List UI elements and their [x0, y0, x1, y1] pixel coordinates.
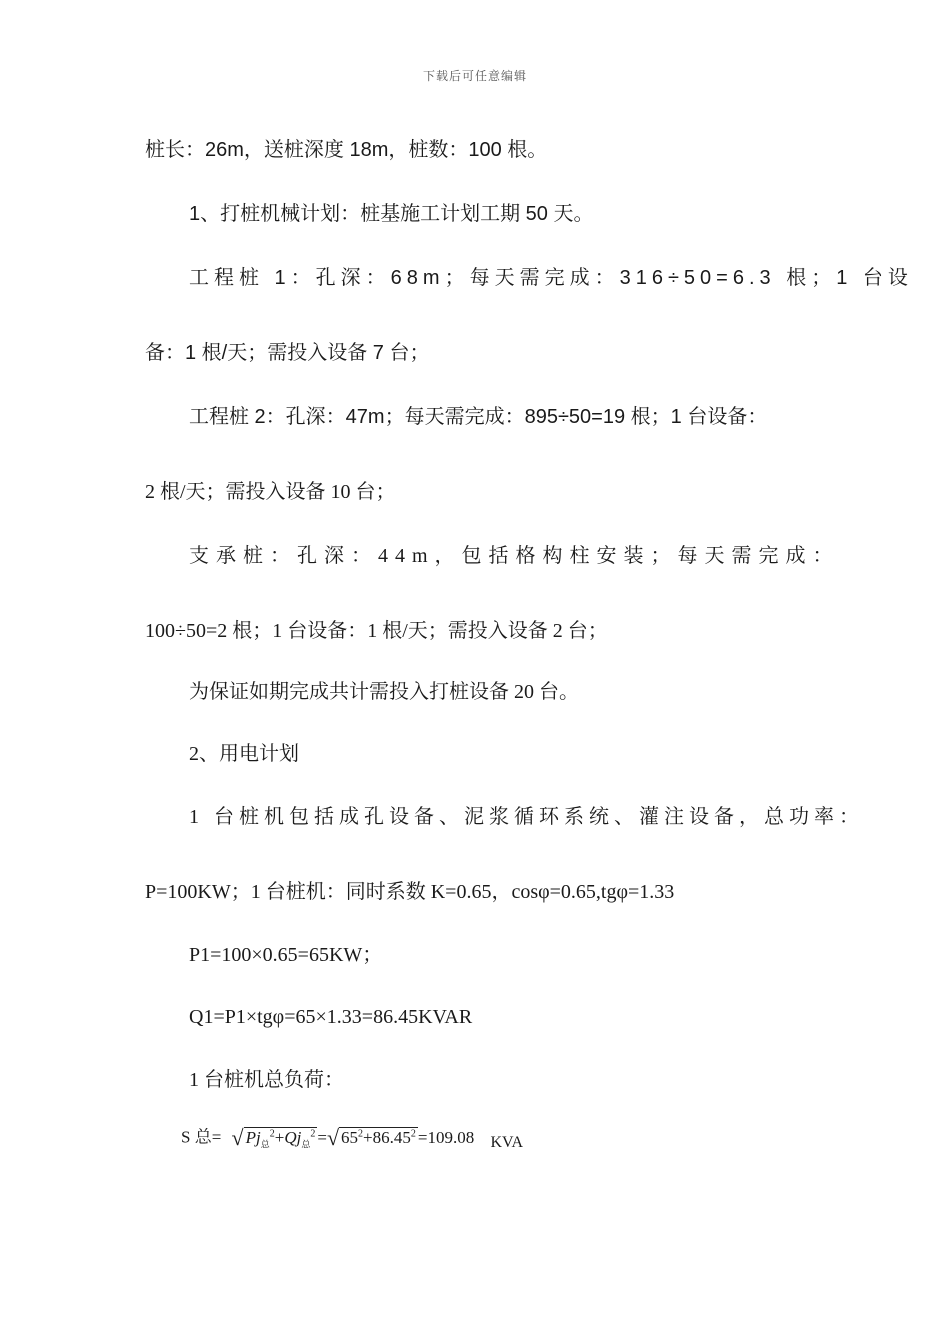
- value-86-45: 86.45: [372, 1127, 411, 1147]
- pj-sub: 总: [260, 1139, 270, 1150]
- paragraph-support-pile: 支承桩：孔深：44m，包括格构柱安装；每天需完成：: [189, 545, 840, 567]
- formula-expression: [231, 1124, 479, 1150]
- formula-row: [181, 1120, 523, 1158]
- paragraph-pile-2-cont: 2 根/天；需投入设备 10 台；: [145, 481, 396, 503]
- pj-symbol: Pj: [245, 1127, 261, 1147]
- formula-unit: KVA: [490, 1133, 524, 1151]
- paragraph-coefficients: P=100KW；1 台桩机：同时系数 K=0.65，cosφ=0.65,tgφ=1.33: [145, 881, 675, 903]
- paragraph-power-plan: 2、用电计划: [189, 743, 299, 765]
- sqrt-right: √ $65^2+86.45^2$: [326, 1124, 416, 1150]
- paragraph-total-load: 1 台桩机总负荷：: [189, 1069, 344, 1091]
- paragraph-pile-2: 工程桩 2：孔深：47m；每天需完成：895÷50=19 根；1 台设备：: [189, 406, 768, 428]
- equals-sign: =: [317, 1127, 327, 1147]
- pj-exp: 2: [269, 1128, 275, 1139]
- paragraph-p1: P1=100×0.65=65KW；: [189, 944, 383, 966]
- formula-result: =109.08: [417, 1127, 475, 1147]
- paragraph-total-equipment: 为保证如期完成共计需投入打桩设备 20 台。: [189, 681, 579, 703]
- qj-exp: 2: [310, 1128, 316, 1139]
- paragraph-total-power: 1 台桩机包括成孔设备、泥浆循环系统、灌注设备，总功率：: [189, 806, 864, 828]
- value-65: 65: [341, 1127, 359, 1147]
- page-header: 下载后可任意编辑: [422, 69, 527, 83]
- paragraph-support-pile-cont: 100÷50=2 根；1 台设备：1 根/天；需投入设备 2 台；: [145, 620, 608, 642]
- paragraph-pile-info: 桩长：26m，送桩深度 18m，桩数：100 根。: [145, 139, 548, 161]
- plus-1: +: [274, 1127, 285, 1147]
- formula-label: S 总=: [181, 1127, 222, 1147]
- paragraph-q1: Q1=P1×tgφ=65×1.33=86.45KVAR: [189, 1006, 473, 1028]
- sqrt-left: √ $Pj_总^2+Qj_总^2$: [231, 1124, 316, 1150]
- paragraph-piling-plan: 1、打桩机械计划：桩基施工计划工期 50 天。: [189, 203, 594, 225]
- paragraph-pile-1: 工程桩 1：孔深：68m；每天需完成：316÷50=6.3 根；1 台设: [189, 267, 913, 289]
- a-exp: 2: [358, 1128, 364, 1139]
- b-exp: 2: [410, 1128, 416, 1139]
- qj-symbol: Qj: [284, 1127, 302, 1147]
- qj-sub: 总: [301, 1139, 311, 1150]
- paragraph-pile-1-cont: 备：1 根/天；需投入设备 7 台；: [145, 342, 430, 364]
- plus-2: +: [363, 1127, 373, 1147]
